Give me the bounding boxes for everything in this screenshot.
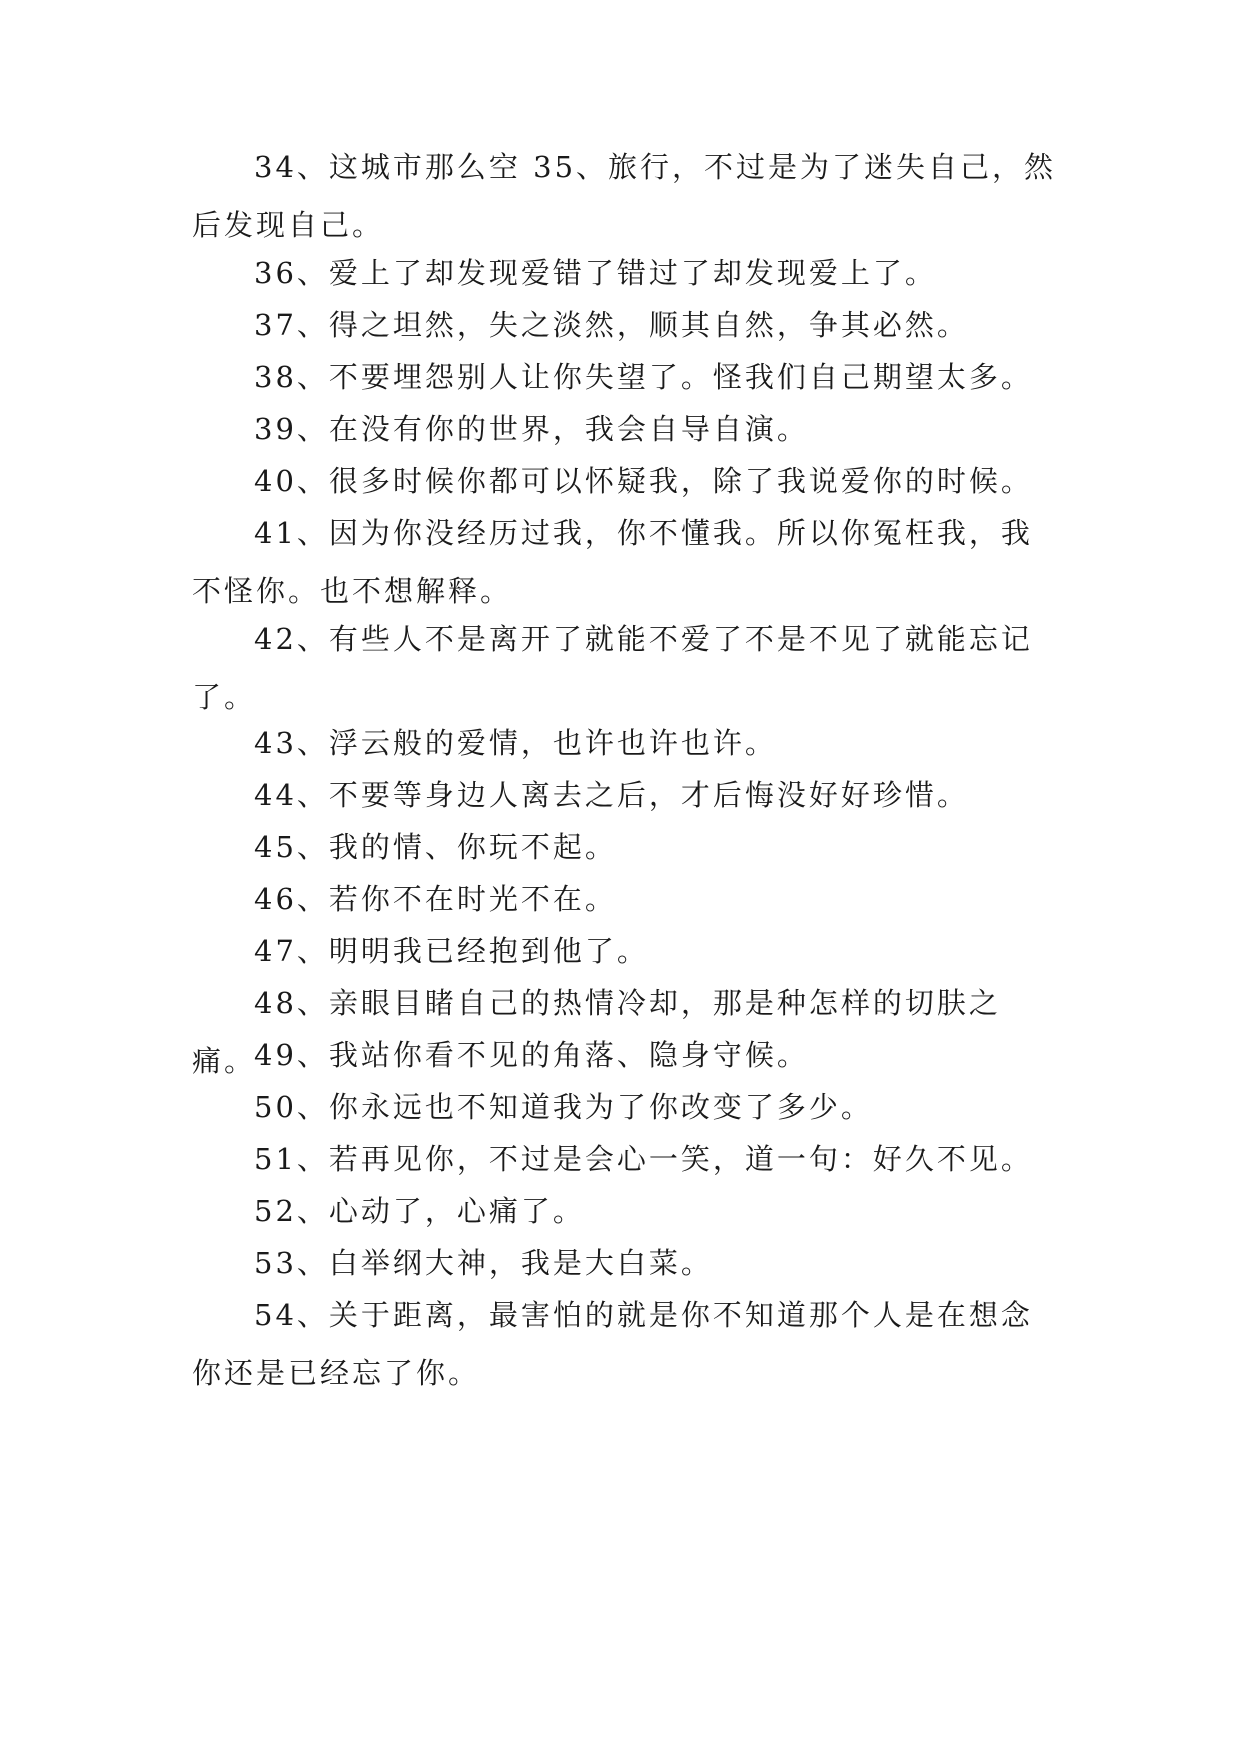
quote-41: 41、因为你没经历过我，你不懂我。所以你冤枉我，我不怪你。也不想解释。 [192,516,1033,608]
quote-44: 44、不要等身边人离去之后，才后悔没好好珍惜。 [254,778,969,812]
quote-42: 42、有些人不是离开了就能不爱了不是不见了就能忘记了。 [192,622,1033,714]
quote-47: 47、明明我已经抱到他了。 [254,934,649,968]
quote-37: 37、得之坦然，失之淡然，顺其自然，争其必然。 [254,308,969,342]
quote-38: 38、不要埋怨别人让你失望了。怪我们自己期望太多。 [254,360,1033,394]
quote-51: 51、若再见你，不过是会心一笑，道一句：好久不见。 [254,1142,1033,1176]
quote-45: 45、我的情、你玩不起。 [254,830,617,864]
quote-40: 40、很多时候你都可以怀疑我，除了我说爱你的时候。 [254,464,1033,498]
quote-34-35: 34、这城市那么空 35、旅行，不过是为了迷失自己，然后发现自己。 [192,150,1057,242]
quote-46: 46、若你不在时光不在。 [254,882,617,916]
quote-50: 50、你永远也不知道我为了你改变了多少。 [254,1090,873,1124]
quote-52: 52、心动了，心痛了。 [254,1194,585,1228]
quote-48: 48、亲眼目睹自己的热情冷却，那是种怎样的切肤之痛。 [192,986,1001,1078]
quote-39: 39、在没有你的世界，我会自导自演。 [254,412,809,446]
quote-53: 53、白举纲大神，我是大白菜。 [254,1246,713,1280]
quote-43: 43、浮云般的爱情，也许也许也许。 [254,726,777,760]
quote-49: 49、我站你看不见的角落、隐身守候。 [254,1038,809,1072]
quote-36: 36、爱上了却发现爱错了错过了却发现爱上了。 [254,256,937,290]
quote-54: 54、关于距离，最害怕的就是你不知道那个人是在想念你还是已经忘了你。 [192,1298,1033,1390]
